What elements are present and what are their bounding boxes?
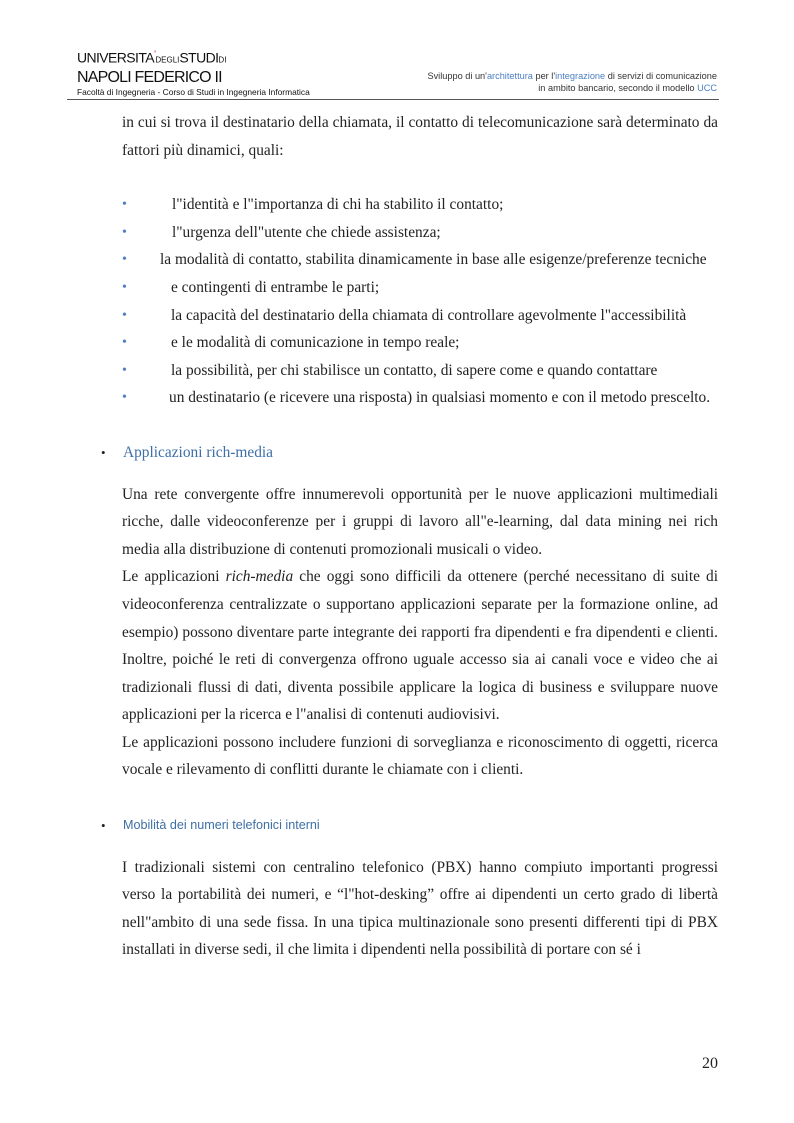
mobility-paragraph-1: I tradizionali sistemi con centralino telefonico (PBX) hanno compiuto importanti progressi verso la portabilità dei numeri, e “l"hot-desking” offre ai dipendenti un certo grado di libertà nell"ambito di una sede fissa. In una tipica multinazionale sono presenti differenti tipi di PBX installati in diverse sedi, il che limita i dipendenti nella possibilità di portare con sé i [122,858,718,959]
faculty-name: Facoltà di Ingegneria - Corso di Studi in Ingegneria Informatica [77,86,310,97]
bullet-icon: • [101,818,106,834]
list-item: • la modalità di contatto, stabilita dinamicamente in base alle esigenze/preferenze tecniche [122,246,718,274]
bullet-icon: • [122,362,127,378]
bullet-icon: • [122,390,127,406]
header-divider [67,99,719,100]
document-title-line-1: Sviluppo di un'architettura per l'integrazione di servizi di comunicazione [427,71,717,81]
bullet-icon: • [122,307,127,323]
page-number: 20 [702,1055,718,1072]
university-logo [77,46,310,98]
section-heading-mobility: • Mobilità dei numeri telefonici interni [101,812,718,840]
logo-line-1: UNIVERSITA’DEGLISTUDIDI [77,49,227,66]
rich-media-paragraph-1: Una rete convergente offre innumerevoli opportunità per le nuove applicazioni multimediali ricche, dalle videoconferenze per i gruppi di lavoro all"e-learning, dal data mining nei rich media alla distribuzione di contenuti promozionali musicali o video. [122,485,718,558]
list-item: • l"identità e l"importanza di chi ha stabilito il contatto; [122,191,718,219]
document-title-line-2: in ambito bancario, secondo il modello UCC [538,83,717,93]
section-heading-rich-media: • Applicazioni rich-media [101,439,718,467]
rich-media-paragraph-2: Le applicazioni rich-media che oggi sono difficili da ottenere (perché necessitano di suite di videoconferenza centralizzate o supportano applicazioni separate per la formazione online, ad esempio) possono diventare parte integrante dei rapporti fra dipendenti e fra dipendenti e clienti. Inoltre, poiché le reti di convergenza offrono uguale accesso sia ai canali voce e video che ai tradizionali flussi di dati, diventa possibile applicare la logica di business e sviluppare nuove applicazioni per la ricerca e l"analisi di contenuti audiovisivi. [122,568,718,724]
list-item: • la possibilità, per chi stabilisce un contatto, di sapere come e quando contattare [122,357,718,385]
list-item: • la capacità del destinatario della chiamata di controllare agevolmente l"accessibilità [122,302,718,330]
list-item: • e contingenti di entrambe le parti; [122,274,718,302]
bullet-icon: • [122,279,127,295]
bullet-icon: • [122,197,127,213]
bullet-icon: • [122,252,127,268]
logo-mark-icon: ’ [153,49,156,59]
list-item: • e le modalità di comunicazione in tempo reale; [122,329,718,357]
document-title [427,70,717,94]
page-body [101,109,718,964]
list-item: • l"urgenza dell"utente che chiede assistenza; [122,219,718,247]
intro-paragraph: in cui si trova il destinatario della chiamata, il contatto di telecomunicazione sarà determinato da fattori più dinamici, quali: [122,114,718,159]
bullet-icon: • [122,224,127,240]
logo-line-2: NAPOLI FEDERICO II [77,68,222,86]
rich-media-paragraph-3: Le applicazioni possono includere funzioni di sorveglianza e riconoscimento di oggetti, ricerca vocale e rilevamento di conflitti durante le chiamate con i clienti. [122,733,718,779]
factors-list [122,191,718,412]
list-item: • un destinatario (e ricevere una risposta) in qualsiasi momento e con il metodo prescelto. [122,384,718,412]
bullet-icon: • [101,444,106,460]
page-header [67,46,719,100]
bullet-icon: • [122,335,127,351]
